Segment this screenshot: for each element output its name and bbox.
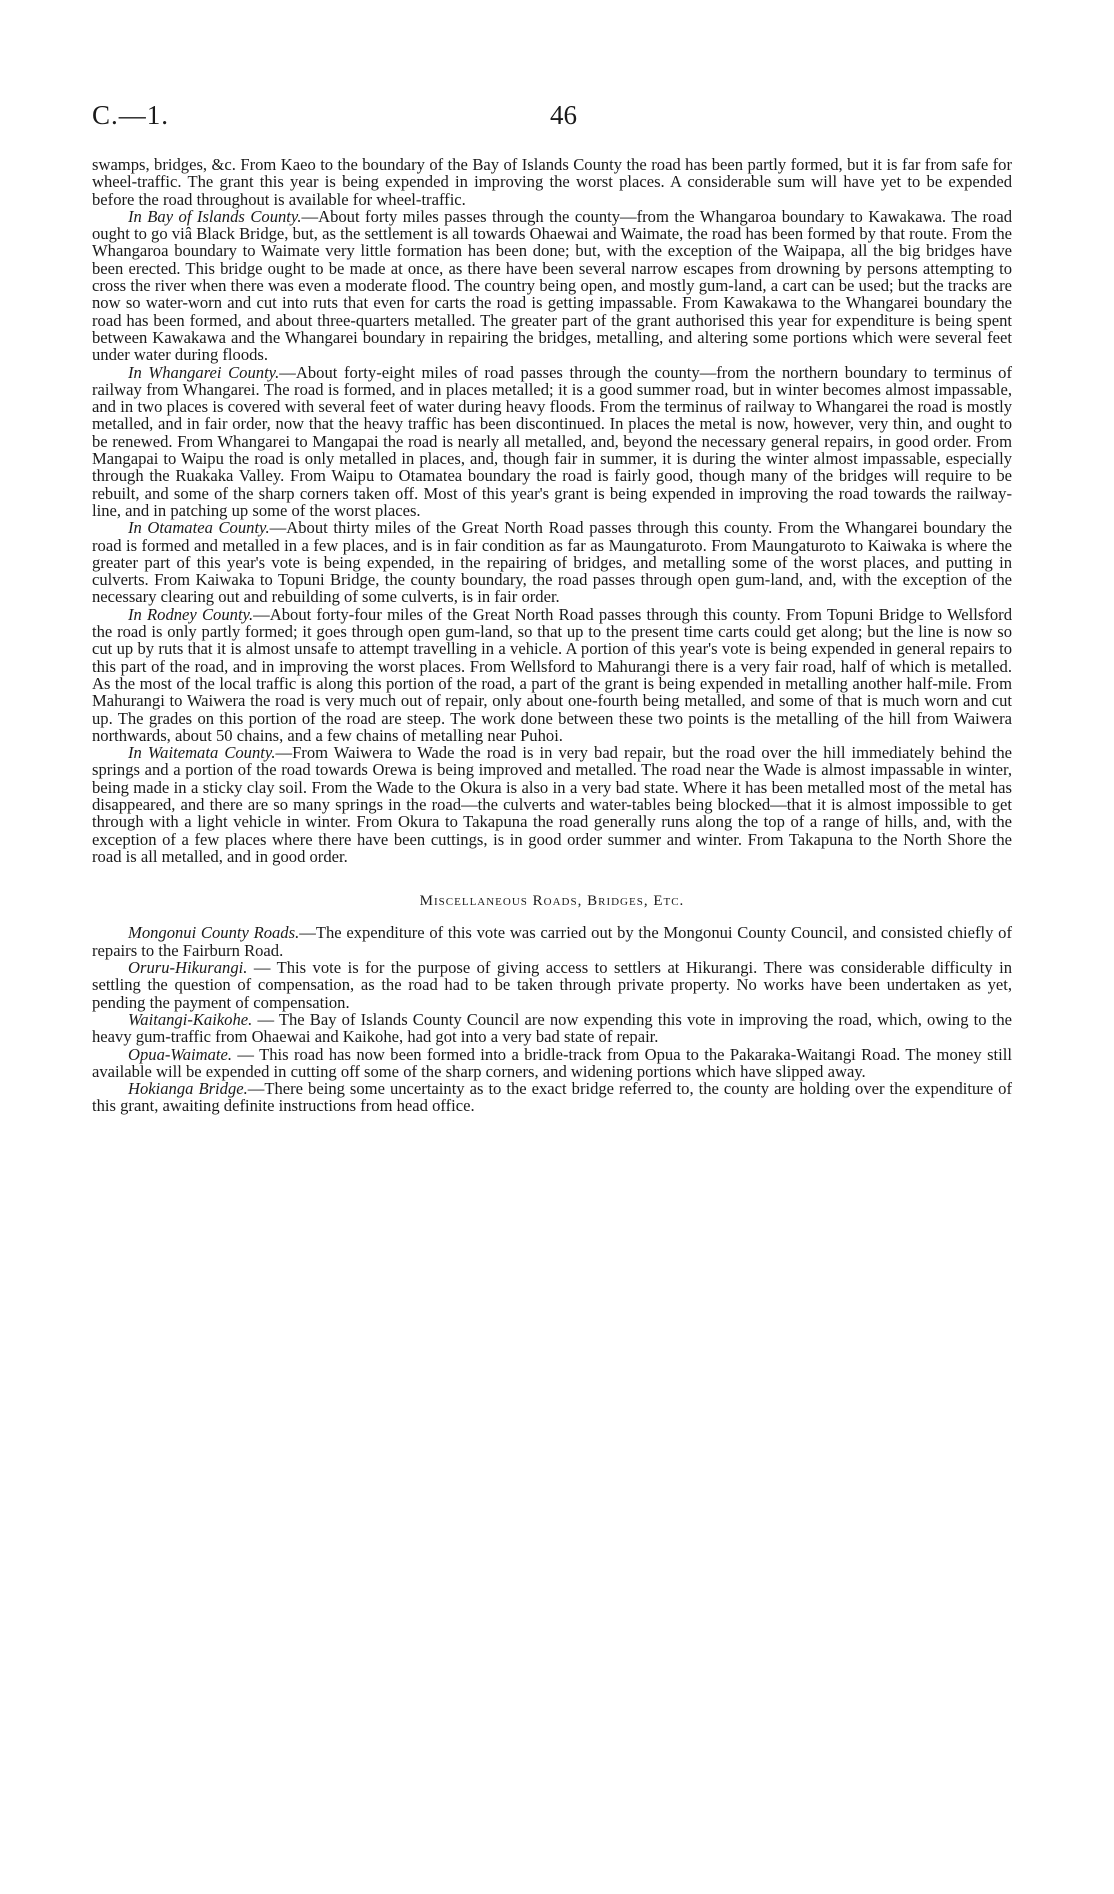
- paragraph-text: swamps, bridges, &c. From Kaeo to the boundary of the Bay of Islands County the road has been partly formed, but it is far from safe for wheel-traffic. The grant this year is being expended in improving the worst places. A considerable sum will have yet to be expended before the road throughout is available for wheel-traffic.: [92, 155, 1012, 209]
- paragraph-lead: Hokianga Bridge.: [128, 1079, 248, 1099]
- paragraph-otamatea: [92, 519, 1012, 605]
- paragraph-text: —There being some uncertainty as to the exact bridge referred to, the county are holding over the expenditure of this grant, awaiting definite instructions from head office.: [92, 1079, 1012, 1116]
- paragraph-continuation: [92, 156, 1012, 208]
- paragraph-rodney: [92, 606, 1012, 744]
- paragraph-lead: Waitangi-Kaikohe.: [128, 1009, 253, 1029]
- paragraph-lead: In Waitemata County.: [128, 743, 276, 763]
- paragraph-waitangi-kaikohe: [92, 1011, 1012, 1046]
- paragraph-lead: Oruru-Hikurangi.: [128, 958, 248, 978]
- paragraph-lead: Mongonui County Roads.: [128, 923, 300, 943]
- paragraph-text: — This vote is for the purpose of giving access to settlers at Hikurangi. There was considerable difficulty in settling the question of compensation, as the road had to be taken through private property. No works have been undertaken as yet, pending the payment of compensation.: [92, 958, 1012, 1012]
- paragraph-lead: In Otamatea County.: [128, 518, 270, 538]
- body-text: [92, 156, 1012, 1115]
- paragraph-text: — The Bay of Islands County Council are now expending this vote in improving the road, which, owing to the heavy gum-traffic from Ohaewai and Kaikohe, had got into a very bad state of repair.: [92, 1009, 1012, 1047]
- paragraph-lead: In Bay of Islands County.: [128, 206, 302, 226]
- page-header: [92, 100, 1022, 140]
- paragraph-text: —From Waiwera to Wade the road is in very bad repair, but the road over the hill immediately behind the springs and a portion of the road towards Orewa is being improved and metalled. The road near the Wade is almost impassable in winter, being made in a sticky clay soil. From the Wade to the Okura is also in a very bad state. Where it has been metalled most of the metal has disappeared, and there are so many springs in the road—the culverts and water-tables being blocked—that it is almost impossible to get through with a light vehicle in winter. From Okura to Takapuna the road generally runs along the top of a range of hills, and, with the exception of a few places where there have been cuttings, is in good order summer and winter. From Takapuna to the North Shore the road is all metalled, and in good order.: [92, 743, 1012, 866]
- page-number: 46: [550, 100, 577, 130]
- paragraph-text: —About forty-eight miles of road passes through the county—from the northern boundary to terminus of railway from Whangarei. The road is formed, and in places metalled; it is a good summer road, but in winter becomes almost impassable, and in two places is covered with several feet of water during heavy floods. From the terminus of railway to Whangarei the road is mostly metalled, and in fair order, now that the heavy traffic has been discontinued. In places the metal is now, however, very thin, and ought to be renewed. From Whangarei to Mangapai the road is nearly all metalled, and, beyond the necessary general repairs, in good order. From Mangapai to Waipu the road is only metalled in places, and, though fair in summer, it is during the winter almost impassable, especially through the Ruakaka Valley. From Waipu to Otamatea boundary the road is fairly good, though many of the bridges will require to be rebuilt, and some of the sharp corners taken off. Most of this year's grant is being expended in improving the road towards the railway-line, and in patching up some of the worst places.: [92, 362, 1012, 520]
- paragraph-bay-of-islands: [92, 208, 1012, 364]
- paragraph-mongonui: [92, 924, 1012, 959]
- paragraph-lead: Opua-Waimate.: [128, 1044, 233, 1064]
- paragraph-waitemata: [92, 744, 1012, 865]
- document-reference: C.—1.: [92, 100, 170, 130]
- paragraph-opua-waimate: [92, 1046, 1012, 1081]
- section-heading: Miscellaneous Roads, Bridges, Etc.: [419, 893, 685, 910]
- paragraph-text: —The expenditure of this vote was carried out by the Mongonui County Council, and consisted chiefly of repairs to the Fairburn Road.: [92, 923, 1013, 960]
- paragraph-oruru-hikurangi: [92, 959, 1012, 1011]
- paragraph-hokianga-bridge: [92, 1080, 1012, 1115]
- paragraph-lead: In Whangarei County.: [128, 362, 280, 382]
- paragraph-whangarei: [92, 364, 1012, 520]
- paragraph-text: —About forty-four miles of the Great North Road passes through this county. From Topuni Bridge to Wellsford the road is only partly formed; it goes through open gum-land, so that up to the present time carts could get along; but the line is now so cut up by ruts that it is almost unsafe to attempt travelling in a vehicle. A portion of this year's vote is being expended in general repairs to this part of the road, and in improving the worst places. From Wellsford to Mahurangi there is a very fair road, half of which is metalled. As the most of the local traffic is along this portion of the road, a part of the grant is being expended in metalling another half-mile. From Mahurangi to Waiwera the road is very much out of repair, only about one-fourth being metalled, and some of that is much worn and cut up. The grades on this portion of the road are steep. The work done between these two points is the metalling of the hill from Waiwera northwards, about 50 chains, and a few chains of metalling near Puhoi.: [92, 604, 1012, 745]
- paragraph-lead: In Rodney County.: [128, 604, 254, 624]
- paragraph-text: —About forty miles passes through the county—from the Whangaroa boundary to Kawakawa. The road ought to go viâ Black Bridge, but, as the settlement is all towards Ohaewai and Waimate, the road has been formed by that route. From the Whangaroa boundary to Waimate very little formation has been done; but, with the exception of the Waipapa, all the big bridges have been erected. This bridge ought to be made at once, as there have been several narrow escapes from drowning by persons attempting to cross the river when there was even a moderate flood. The country being open, and mostly gum-land, a cart can be used; but the tracks are now so water-worn and cut into ruts that even for carts the road is getting impassable. From Kawakawa to the Whangarei boundary the road has been formed, and about three-quarters metalled. The greater part of the grant authorised this year for expenditure is being spent between Kawakawa and the Whangarei boundary in repairing the bridges, metalling, and altering some portions which were several feet under water during floods.: [92, 206, 1012, 365]
- paragraph-text: — This road has now been formed into a bridle-track from Opua to the Pakaraka-Waitangi Road. The money still available will be expended in cutting off some of the sharp corners, and widening portions which have slipped away.: [92, 1044, 1012, 1081]
- paragraph-text: —About thirty miles of the Great North Road passes through this county. From the Whangarei boundary the road is formed and metalled in a few places, and is in fair condition as far as Maungaturoto. From Maungaturoto to Kaiwaka is where the greater part of this year's vote is being expended, in the repairing of bridges, and metalling some of the worst places, and putting in culverts. From Kaiwaka to Topuni Bridge, the county boundary, the road passes through open gum-land, and, with the exception of the necessary clearing out and rebuilding of some culverts, is in fair order.: [92, 518, 1012, 607]
